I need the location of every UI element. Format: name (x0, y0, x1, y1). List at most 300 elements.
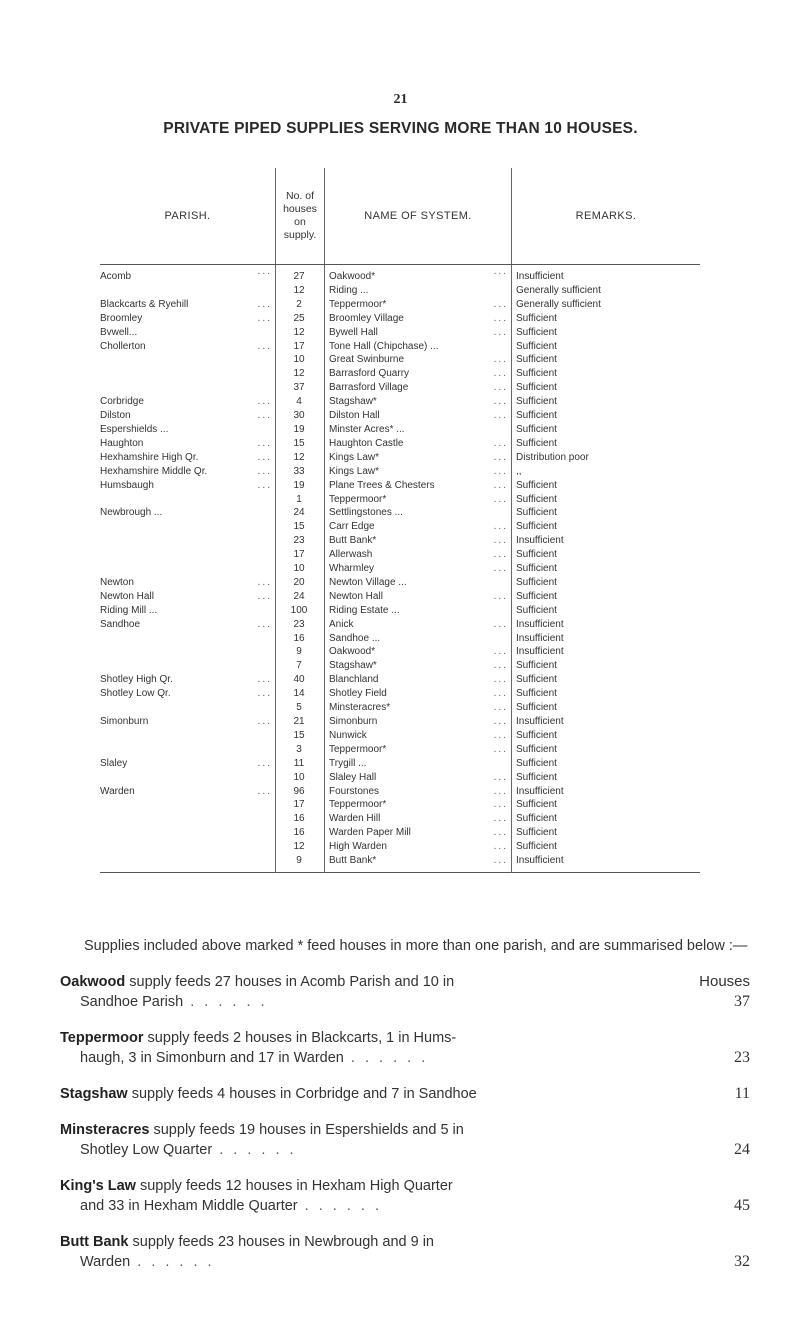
houses-cell (276, 367, 325, 381)
system-cell-text: Minsteracres* (329, 702, 391, 714)
remarks-cell (512, 479, 701, 493)
parish-cell (100, 743, 276, 757)
dot-leader: ... (493, 785, 508, 797)
parish-cell-text: Acomb (100, 271, 132, 282)
system-cell (325, 284, 512, 298)
summary-text: Warden (80, 1254, 131, 1270)
parish-cell-text: Espershields ... (100, 423, 169, 435)
table-row (100, 812, 700, 826)
parish-cell (100, 715, 276, 729)
houses-cell-text: 17 (293, 549, 305, 561)
header-houses-line: houses (283, 203, 317, 215)
summary-notes (60, 936, 750, 1288)
table-row (100, 381, 700, 395)
supply-name: Teppermoor (60, 1030, 144, 1046)
dot-leader: ... (493, 813, 508, 825)
houses-cell (276, 826, 325, 840)
system-cell-text: Kings Law* (329, 465, 380, 477)
system-cell-text: Bywell Hall (329, 326, 378, 338)
summary-item (60, 1176, 750, 1216)
houses-cell-text: 17 (293, 340, 305, 352)
parish-cell-text: Hexhamshire High Qr. (100, 451, 199, 463)
table-row (100, 632, 700, 646)
system-cell (325, 506, 512, 520)
system-cell (325, 785, 512, 799)
remarks-cell (512, 367, 701, 381)
remarks-cell-text: Sufficient (516, 493, 557, 505)
parish-cell-text (100, 744, 102, 755)
parish-cell (100, 785, 276, 799)
houses-cell-text: 96 (293, 785, 305, 797)
houses-total: 23 (734, 1049, 750, 1066)
houses-cell-text: 15 (293, 437, 305, 449)
dot-leader: ... (257, 785, 272, 797)
remarks-cell (512, 854, 701, 872)
houses-cell (276, 312, 325, 326)
system-cell-text: Settlingstones ... (329, 507, 403, 519)
houses-cell-text: 12 (293, 326, 305, 338)
remarks-cell (512, 687, 701, 701)
houses-cell (276, 423, 325, 437)
houses-cell-text: 20 (293, 576, 305, 588)
dot-leader: ... (257, 312, 272, 324)
supply-name: Stagshaw (60, 1086, 128, 1102)
table-row (100, 771, 700, 785)
summary-text: Sandhoe Parish (80, 994, 184, 1010)
system-cell (325, 604, 512, 618)
table-row (100, 493, 700, 507)
dot-leader: ... (257, 674, 272, 686)
houses-cell (276, 284, 325, 298)
houses-cell-text: 16 (293, 827, 305, 839)
summary-item-line (60, 972, 690, 992)
houses-cell (276, 506, 325, 520)
parish-cell-text (100, 730, 102, 741)
remarks-cell-text: Sufficient (516, 729, 557, 741)
parish-cell (100, 409, 276, 423)
remarks-cell-text: Sufficient (516, 757, 557, 769)
table-row (100, 604, 700, 618)
remarks-cell-text: Insufficient (516, 716, 564, 727)
parish-cell (100, 562, 276, 576)
remarks-cell (512, 659, 701, 673)
system-cell-text: Teppermoor* (329, 493, 387, 505)
remarks-cell-text: Sufficient (516, 688, 557, 700)
dot-leader: ... (257, 465, 272, 477)
parish-cell (100, 326, 276, 340)
system-cell-text: Broomley Village (329, 312, 404, 324)
remarks-cell-text: Sufficient (516, 437, 557, 449)
system-cell-text: Butt Bank* (329, 535, 377, 547)
parish-cell-text: Bvwell... (100, 326, 138, 338)
dot-leader: ... (257, 437, 272, 449)
dot-leader: ... (493, 354, 508, 366)
system-cell-text: Plane Trees & Chesters (329, 479, 435, 491)
remarks-cell-text: Sufficient (516, 410, 557, 422)
header-houses-line: supply. (283, 229, 317, 241)
system-cell-text: Allerwash (329, 549, 373, 561)
parish-cell-text: Newton (100, 576, 134, 588)
system-cell (325, 687, 512, 701)
dot-leader: . . . . . . (130, 1254, 215, 1270)
houses-cell-text: 19 (293, 423, 305, 435)
parish-cell (100, 506, 276, 520)
parish-cell (100, 632, 276, 646)
table-row (100, 785, 700, 799)
system-cell (325, 562, 512, 576)
remarks-cell-text: Sufficient (516, 604, 557, 616)
parish-cell-text: Newton Hall (100, 590, 154, 602)
parish-cell (100, 395, 276, 409)
remarks-cell (512, 437, 701, 451)
houses-cell-text: 1 (296, 493, 302, 505)
houses-cell (276, 840, 325, 854)
remarks-cell (512, 701, 701, 715)
dot-leader: ... (493, 493, 508, 505)
dot-leader: ... (493, 841, 508, 853)
dot-leader: ... (493, 326, 508, 338)
table-row (100, 673, 700, 687)
system-cell-text: Minster Acres* ... (329, 423, 405, 435)
remarks-cell-text: Sufficient (516, 479, 557, 491)
remarks-cell (512, 576, 701, 590)
houses-cell-text: 10 (293, 354, 305, 366)
dot-leader: ... (493, 451, 508, 463)
parish-cell (100, 645, 276, 659)
summary-text: supply feeds 23 houses in Newbrough and 9 in (128, 1234, 434, 1250)
remarks-cell (512, 562, 701, 576)
remarks-cell-text: Insufficient (516, 535, 564, 547)
parish-cell (100, 771, 276, 785)
houses-cell (276, 715, 325, 729)
houses-cell-text: 15 (293, 521, 305, 533)
remarks-cell (512, 381, 701, 395)
houses-cell-text: 4 (296, 396, 302, 408)
remarks-cell-text: Sufficient (516, 521, 557, 533)
table-row (100, 687, 700, 701)
table-row (100, 840, 700, 854)
table-row (100, 395, 700, 409)
system-cell (325, 715, 512, 729)
summary-text: Shotley Low Quarter (80, 1142, 213, 1158)
remarks-cell-text: Sufficient (516, 549, 557, 561)
houses-cell-text: 9 (296, 855, 302, 867)
remarks-cell-text: Distribution poor (516, 451, 589, 463)
header-system: NAME OF SYSTEM. (325, 168, 512, 265)
houses-cell (276, 659, 325, 673)
remarks-cell (512, 604, 701, 618)
parish-cell-text: Chollerton (100, 340, 146, 352)
table-row (100, 798, 700, 812)
remarks-cell-text: Sufficient (516, 827, 557, 839)
remarks-cell (512, 409, 701, 423)
houses-cell-text: 9 (296, 646, 302, 658)
summary-item-continuation (60, 992, 690, 1012)
remarks-cell (512, 743, 701, 757)
parish-cell-text: Blackcarts & Ryehill (100, 298, 189, 310)
parish-cell-text (100, 563, 102, 574)
dot-leader: ... (493, 674, 508, 686)
houses-cell (276, 353, 325, 367)
remarks-cell-text: Sufficient (516, 660, 557, 672)
page-number: 21 (393, 92, 408, 107)
system-cell (325, 437, 512, 451)
parish-cell (100, 659, 276, 673)
houses-cell-text: 23 (293, 535, 305, 547)
houses-cell (276, 395, 325, 409)
table-row (100, 520, 700, 534)
houses-cell (276, 590, 325, 604)
dot-leader: ... (493, 799, 508, 811)
remarks-cell (512, 645, 701, 659)
houses-cell-text: 12 (293, 451, 305, 463)
table-row (100, 340, 700, 354)
table-row (100, 326, 700, 340)
parish-cell (100, 701, 276, 715)
houses-cell-text: 27 (293, 271, 305, 282)
parish-cell-text (100, 521, 102, 532)
system-cell (325, 618, 512, 632)
table-header-row (100, 168, 700, 265)
system-cell-text: Trygill ... (329, 757, 367, 769)
dot-leader: ... (493, 771, 508, 783)
dot-leader: . . . . . . (297, 1198, 382, 1214)
houses-cell-text: 14 (293, 688, 305, 700)
parish-cell (100, 353, 276, 367)
houses-cell-text: 2 (296, 298, 302, 310)
remarks-cell-text: Sufficient (516, 813, 557, 825)
dot-leader: ... (257, 396, 272, 408)
houses-cell-text: 11 (293, 757, 305, 769)
parish-cell (100, 618, 276, 632)
dot-leader: ... (257, 410, 272, 422)
houses-cell-text: 10 (293, 563, 305, 575)
remarks-cell (512, 326, 701, 340)
table-row (100, 826, 700, 840)
houses-cell-text: 3 (296, 743, 302, 755)
supply-name: King's Law (60, 1178, 136, 1194)
parish-cell-text: Humsbaugh (100, 479, 154, 491)
houses-cell-text: 37 (293, 382, 305, 394)
houses-cell-text: 23 (293, 618, 305, 630)
parish-cell (100, 284, 276, 298)
dot-leader: ... (493, 827, 508, 839)
table-row (100, 284, 700, 298)
system-cell-text: Stagshaw* (329, 396, 377, 408)
table-body (100, 265, 700, 873)
houses-cell (276, 757, 325, 771)
system-cell-text: Haughton Castle (329, 437, 404, 449)
parish-cell-text (100, 368, 102, 379)
supplies-table (100, 168, 700, 874)
dot-leader: ... (493, 382, 508, 394)
system-cell (325, 520, 512, 534)
parish-cell-text: Haughton (100, 437, 144, 449)
houses-cell-text: 7 (296, 660, 302, 672)
houses-cell (276, 701, 325, 715)
remarks-cell-text: Sufficient (516, 743, 557, 755)
summary-item (60, 1028, 750, 1068)
parish-cell (100, 729, 276, 743)
summary-item-continuation (60, 1196, 690, 1216)
system-cell-text: Slaley Hall (329, 771, 377, 783)
parish-cell-text (100, 494, 102, 505)
supply-name: Minsteracres (60, 1122, 150, 1138)
system-cell-text: Tone Hall (Chipchase) ... (329, 340, 439, 352)
parish-cell-text (100, 549, 102, 560)
parish-cell-text (100, 841, 102, 852)
system-cell-text: Teppermoor* (329, 799, 387, 811)
dot-leader: ... (493, 465, 508, 477)
remarks-cell (512, 618, 701, 632)
parish-cell (100, 590, 276, 604)
parish-cell-text: Newbrough ... (100, 507, 163, 519)
houses-cell (276, 381, 325, 395)
remarks-cell (512, 632, 701, 646)
system-cell-text: Sandhoe ... (329, 632, 381, 644)
system-cell (325, 812, 512, 826)
system-cell-text: Nunwick (329, 729, 367, 741)
houses-cell-text: 30 (293, 410, 305, 422)
houses-cell-text: 10 (293, 771, 305, 783)
system-cell (325, 298, 512, 312)
table-row (100, 645, 700, 659)
system-cell (325, 409, 512, 423)
remarks-cell (512, 812, 701, 826)
dot-leader: ... (493, 646, 508, 658)
parish-cell-text (100, 772, 102, 783)
dot-leader: ... (257, 479, 272, 491)
parish-cell-text (100, 633, 102, 644)
dot-leader: ... (493, 410, 508, 422)
dot-leader: ... (257, 688, 272, 700)
system-cell-text: Fourstones (329, 785, 380, 797)
houses-total: 24 (734, 1141, 750, 1158)
houses-cell (276, 437, 325, 451)
dot-leader: ... (493, 855, 508, 867)
system-cell (325, 367, 512, 381)
houses-cell (276, 673, 325, 687)
parish-cell-text (100, 382, 102, 393)
remarks-cell (512, 548, 701, 562)
system-cell-text: Warden Paper Mill (329, 827, 411, 839)
houses-cell-text: 100 (290, 604, 308, 616)
parish-cell (100, 312, 276, 326)
dot-leader: ... (493, 590, 508, 602)
parish-cell (100, 479, 276, 493)
houses-cell (276, 743, 325, 757)
parish-cell-text (100, 354, 102, 365)
table-row (100, 854, 700, 872)
system-cell (325, 423, 512, 437)
table-row (100, 451, 700, 465)
system-cell (325, 632, 512, 646)
houses-cell (276, 854, 325, 872)
dot-leader: ... (493, 437, 508, 449)
remarks-cell-text: Insufficient (516, 271, 564, 282)
houses-cell (276, 326, 325, 340)
system-cell (325, 465, 512, 479)
remarks-cell (512, 493, 701, 507)
table-row (100, 548, 700, 562)
system-cell (325, 771, 512, 785)
summary-item-line (60, 1028, 690, 1048)
parish-cell-text (100, 813, 102, 824)
remarks-cell (512, 798, 701, 812)
remarks-cell (512, 284, 701, 298)
houses-cell-text: 17 (293, 799, 305, 811)
summary-item (60, 1120, 750, 1160)
dot-leader: ... (493, 716, 508, 727)
dot-leader: ... (493, 743, 508, 755)
system-cell-text: Dilston Hall (329, 410, 380, 422)
parish-cell-text: Slaley (100, 757, 128, 769)
parish-cell (100, 673, 276, 687)
houses-cell (276, 618, 325, 632)
system-cell (325, 534, 512, 548)
system-cell (325, 312, 512, 326)
system-cell (325, 701, 512, 715)
houses-cell (276, 785, 325, 799)
system-cell-text: Butt Bank* (329, 855, 377, 867)
table-row (100, 590, 700, 604)
houses-cell (276, 265, 325, 284)
remarks-cell-text: Sufficient (516, 340, 557, 352)
system-cell (325, 340, 512, 354)
system-cell (325, 854, 512, 872)
parish-cell-text: Sandhoe (100, 618, 141, 630)
parish-cell (100, 812, 276, 826)
parish-cell (100, 520, 276, 534)
remarks-cell (512, 265, 701, 284)
parish-cell-text: Hexhamshire Middle Qr. (100, 465, 208, 477)
dot-leader: ... (257, 576, 272, 588)
parish-cell (100, 437, 276, 451)
dot-leader: ... (493, 618, 508, 630)
houses-column-header: Houses (699, 973, 750, 990)
remarks-cell (512, 312, 701, 326)
system-cell-text: Kings Law* (329, 451, 380, 463)
houses-cell-text: 25 (293, 312, 305, 324)
houses-cell (276, 632, 325, 646)
remarks-cell-text: Sufficient (516, 563, 557, 575)
parish-cell (100, 604, 276, 618)
header-houses-line: No. of (285, 190, 314, 202)
houses-cell-text: 12 (293, 284, 305, 296)
system-cell-text: Wharmley (329, 563, 375, 575)
table-row (100, 576, 700, 590)
parish-cell (100, 576, 276, 590)
houses-cell (276, 798, 325, 812)
header-houses (276, 168, 325, 265)
table-row (100, 353, 700, 367)
table-row (100, 715, 700, 729)
parish-cell-text: Dilston (100, 410, 131, 422)
houses-cell (276, 465, 325, 479)
houses-cell-text: 5 (296, 702, 302, 714)
houses-cell-text: 12 (293, 841, 305, 853)
dot-leader: ... (257, 298, 272, 310)
remarks-cell-text: Sufficient (516, 576, 557, 588)
remarks-cell-text: Sufficient (516, 312, 557, 324)
table-row (100, 506, 700, 520)
summary-text: haugh, 3 in Simonburn and 17 in Warden (80, 1050, 344, 1066)
dot-leader: ... (493, 660, 508, 672)
table-row (100, 659, 700, 673)
system-cell (325, 673, 512, 687)
dot-leader: ... (493, 549, 508, 561)
system-cell (325, 576, 512, 590)
